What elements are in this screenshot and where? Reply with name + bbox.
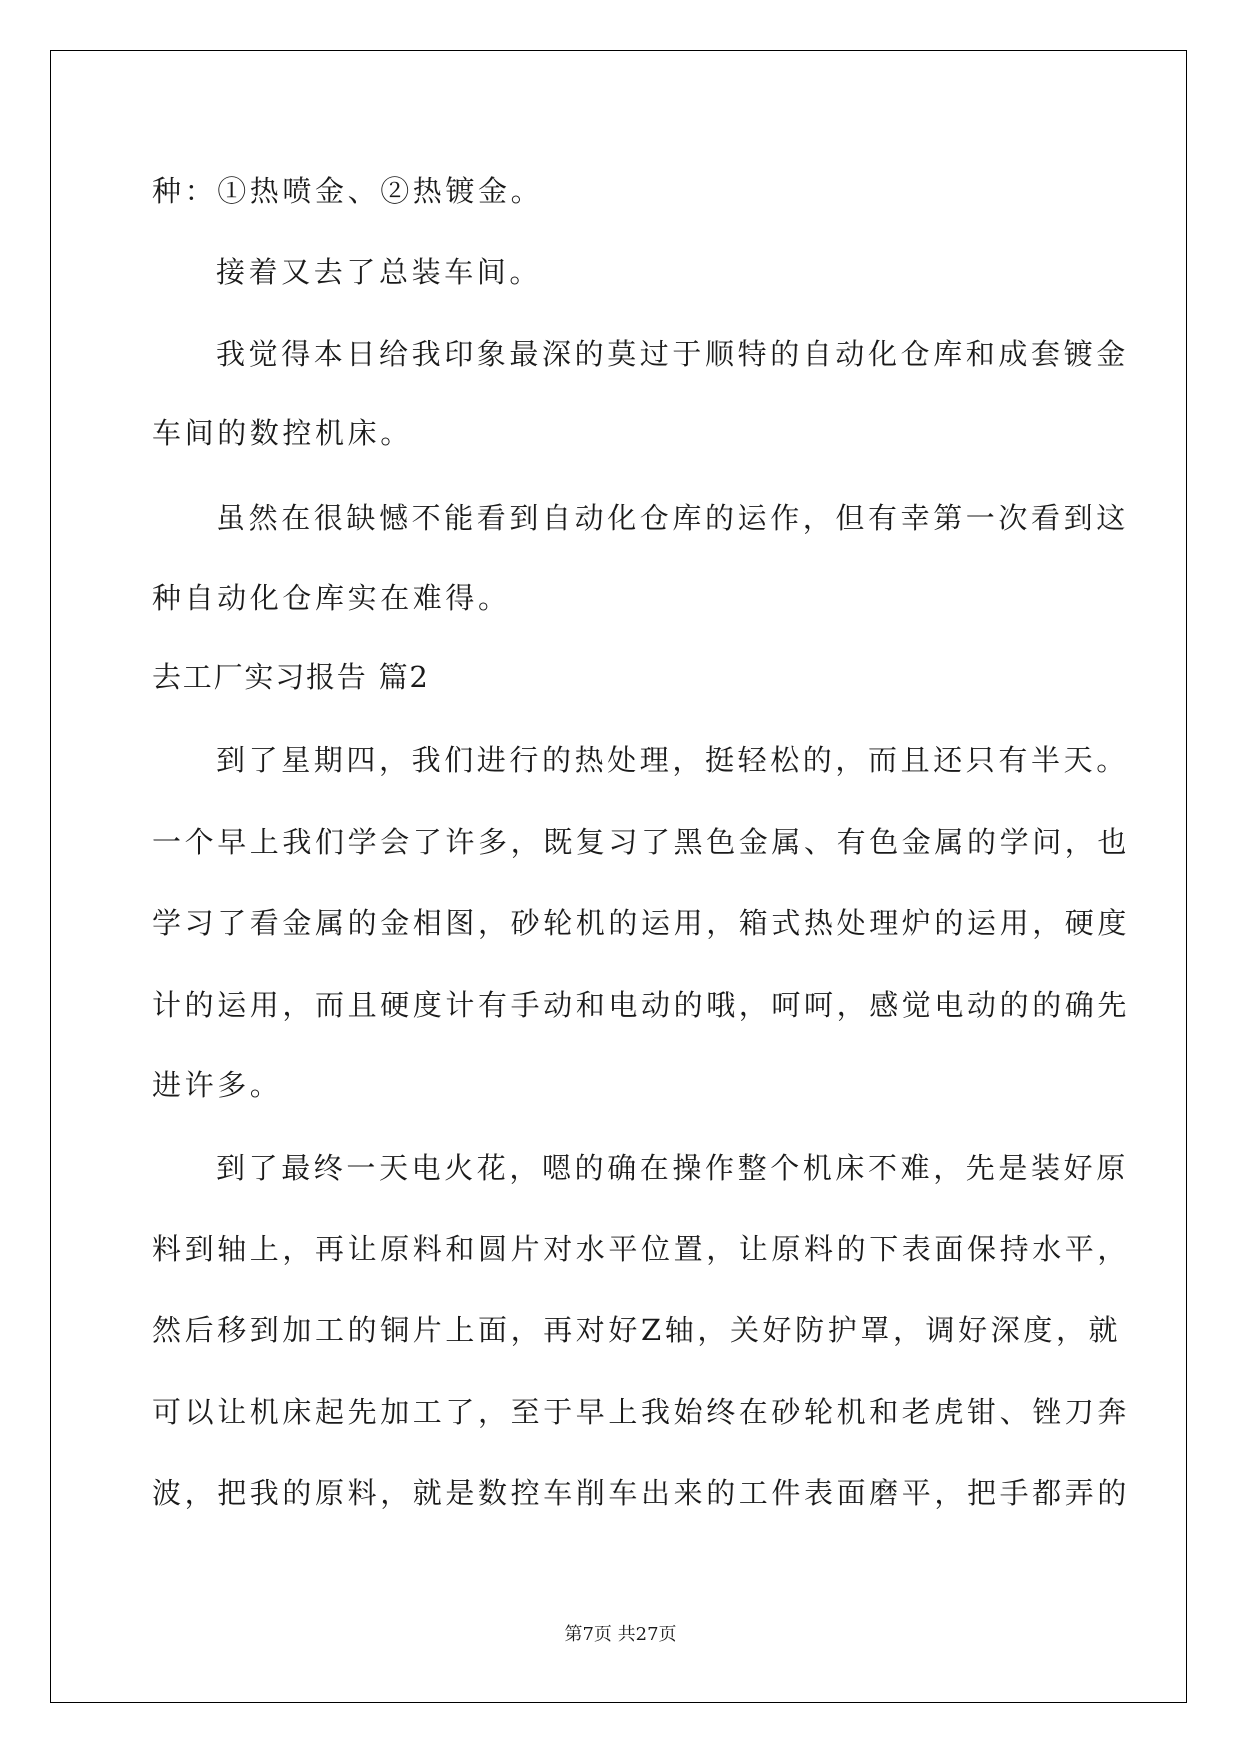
text-line-9: 一个早上我们学会了许多，既复习了黑色金属、有色金属的学问，也 <box>152 825 1131 859</box>
text-line-2: 接着又去了总装车间。 <box>216 255 543 289</box>
text-line-17: 波，把我的原料，就是数控车削车出来的工件表面磨平，把手都弄的 <box>152 1476 1131 1510</box>
text-line-3: 我觉得本日给我印象最深的莫过于顺特的自动化仓库和成套镀金 <box>216 337 1129 371</box>
text-line-4: 车间的数控机床。 <box>152 416 413 450</box>
text-line-14: 料到轴上，再让原料和圆片对水平位置，让原料的下表面保持水平， <box>152 1232 1131 1266</box>
text-line-5: 虽然在很缺憾不能看到自动化仓库的运作，但有幸第一次看到这 <box>216 501 1129 535</box>
text-line-13: 到了最终一天电火花，嗯的确在操作整个机床不难，先是装好原 <box>216 1151 1129 1185</box>
page-border <box>50 50 1187 1703</box>
page-number-footer: 第7页 共27页 <box>564 1624 677 1645</box>
text-line-6: 种自动化仓库实在难得。 <box>152 581 511 615</box>
text-line-12: 进许多。 <box>152 1068 283 1102</box>
text-line-15: 然后移到加工的铜片上面，再对好Z轴，关好防护罩，调好深度，就 <box>152 1313 1122 1347</box>
text-line-1: 种：①热喷金、②热镀金。 <box>152 174 544 208</box>
section-heading: 去工厂实习报告 篇2 <box>152 660 430 694</box>
text-line-16: 可以让机床起先加工了，至于早上我始终在砂轮机和老虎钳、锉刀奔 <box>152 1395 1131 1429</box>
text-line-8: 到了星期四，我们进行的热处理，挺轻松的，而且还只有半天。 <box>216 743 1129 777</box>
text-line-10: 学习了看金属的金相图，砂轮机的运用，箱式热处理炉的运用，硬度 <box>152 906 1131 940</box>
text-line-11: 计的运用，而且硬度计有手动和电动的哦，呵呵，感觉电动的的确先 <box>152 988 1131 1022</box>
